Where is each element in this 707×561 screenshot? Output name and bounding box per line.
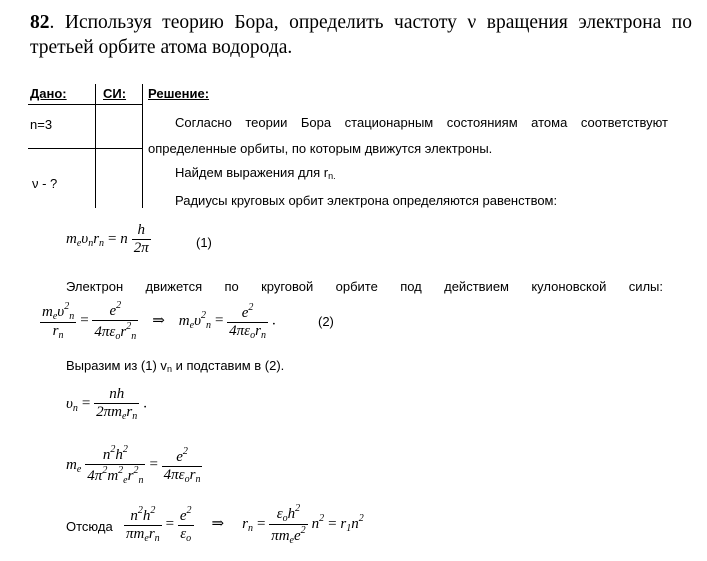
table-divider-1 (95, 84, 96, 208)
si-header: СИ: (103, 86, 127, 101)
solution-paragraph-2: Найдем выражения для rn. (175, 165, 336, 181)
equation-1-label: (1) (196, 235, 212, 250)
problem-statement (30, 10, 692, 60)
problem-number: 82 (30, 12, 50, 33)
table-divider-2 (142, 84, 143, 208)
solution-paragraph-3: Радиусы круговых орбит электрона определяются равенством: (175, 193, 558, 208)
given-header: Дано: (30, 86, 67, 101)
equation-5: $\frac{n^2h^2}{\pi m_er_n}$ = $\frac{e^2}{\varepsilon_o}$ ⇒ $r_n$ = $\frac{\varepsilon_oh^2}{\pi m_ee^2}$ $n^2 = r_1n^2$ (126, 503, 364, 546)
equation-1: $m_e\upsilon_nr_n = n$ $\frac{h}{2\pi}$ (66, 222, 149, 256)
table-header-line (28, 104, 142, 105)
given-value: n=3 (30, 117, 53, 132)
solution-paragraph-5: Выразим из (1) vn и подставим в (2). (66, 358, 285, 374)
equation-4: $m_e$ $\frac{n^2h^2}{4\pi^2m^2_er^2_n}$ = $\frac{e^2}{4\pi\varepsilon_or_n}$ (66, 444, 201, 486)
otsyuda-label: Отсюда (66, 519, 113, 534)
equation-2-label: (2) (318, 314, 334, 329)
table-given-line (28, 148, 142, 149)
solution-paragraph-1: Согласно теории Бора стационарным состояниям атома соответствуют определенные орбиты, по которым движутся электроны. (148, 115, 668, 156)
find-value: ν - ? (32, 176, 58, 191)
solution-paragraph-4: Электрон движется по круговой орбите под действием кулоновской силы: (66, 279, 663, 294)
problem-text: . Используя теорию Бора, определить частоту ν вращения электрона по третьей орбите атома водорода. (30, 12, 692, 58)
equation-2: $\frac{m_e\upsilon^2_n}{r_n}$ = $\frac{e^2}{4\pi\varepsilon_or^2_n}$ ⇒ $m_e\upsilon^2_n$ = $\frac{e^2}{4\pi\varepsilon_or_n}$ . (42, 300, 276, 342)
equation-3: $\upsilon_n$ = $\frac{nh}{2\pi m_er_n}$ . (66, 386, 148, 422)
solution-header: Решение: (148, 86, 210, 101)
